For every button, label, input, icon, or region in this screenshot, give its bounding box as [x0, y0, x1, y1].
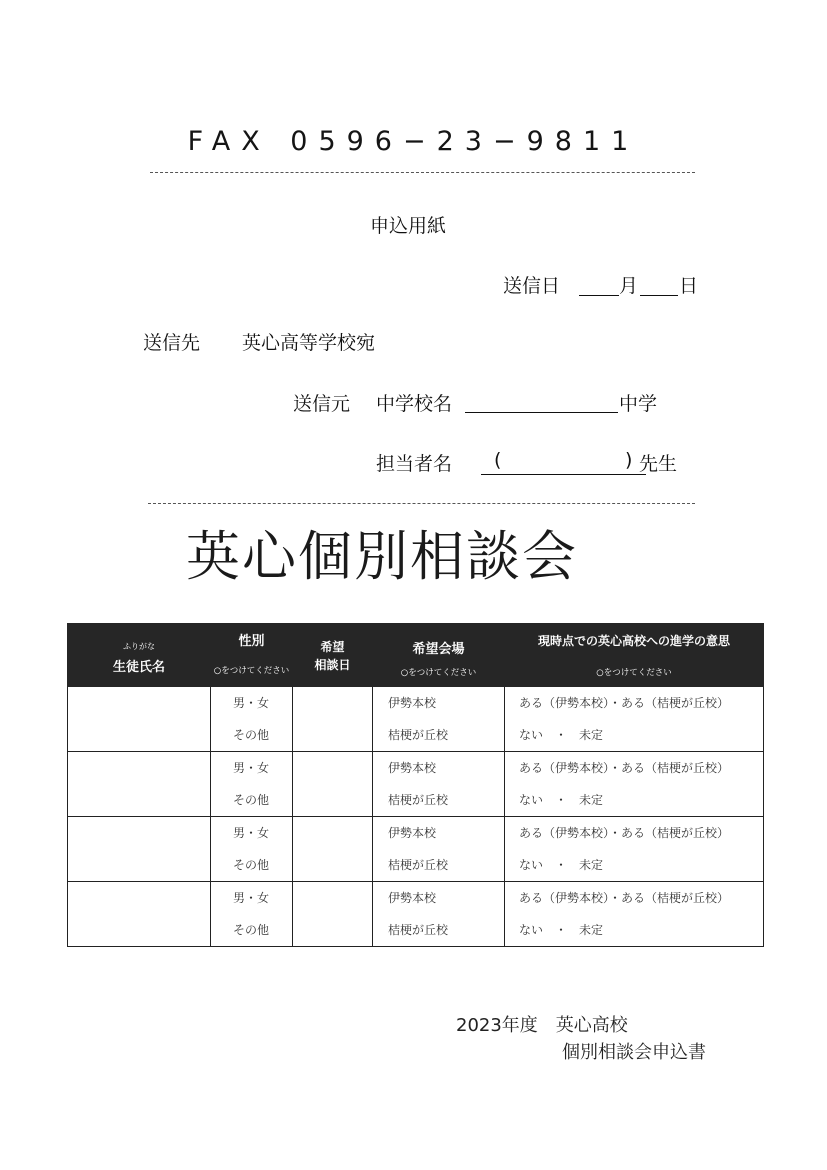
date-cell[interactable] — [293, 752, 373, 817]
venue-option-ise[interactable]: 伊勢本校 — [388, 891, 437, 905]
gender-cell[interactable] — [211, 687, 293, 752]
venue-cell[interactable] — [373, 687, 505, 752]
intent-option-yes[interactable]: ある（伊勢本校）・ある（桔梗が丘校） — [519, 826, 730, 840]
school-name-label: 中学校名 — [376, 393, 453, 415]
gender-option-other[interactable]: その他 — [233, 793, 270, 807]
table-row — [68, 817, 764, 882]
intent-option-no-undecided[interactable]: ない ・ 未定 — [519, 793, 604, 807]
table-row — [68, 882, 764, 947]
footer-year-school: 2023年度 英心高校 — [456, 1015, 628, 1036]
intent-cell[interactable] — [505, 752, 764, 817]
venue-option-ise[interactable]: 伊勢本校 — [388, 826, 437, 840]
recipient-label: 送信先 — [143, 332, 201, 354]
gender-cell[interactable] — [211, 752, 293, 817]
gender-option-male-female[interactable]: 男・女 — [233, 891, 270, 905]
intent-option-yes[interactable]: ある（伊勢本校）・ある（桔梗が丘校） — [519, 696, 730, 710]
school-name-field[interactable] — [465, 394, 618, 413]
date-cell[interactable] — [293, 687, 373, 752]
header-intent-note: ○をつけてください — [596, 668, 672, 678]
gender-option-male-female[interactable]: 男・女 — [233, 826, 270, 840]
intent-option-yes[interactable]: ある（伊勢本校）・ある（桔梗が丘校） — [519, 891, 730, 905]
school-suffix: 中学 — [619, 393, 658, 415]
intent-option-no-undecided[interactable]: ない ・ 未定 — [519, 858, 604, 872]
dashed-divider-top — [150, 172, 695, 173]
intent-cell[interactable] — [505, 882, 764, 947]
day-label: 日 — [679, 275, 699, 297]
venue-option-kikyogaoka[interactable]: 桔梗が丘校 — [388, 728, 449, 742]
student-name-cell[interactable] — [68, 882, 211, 947]
venue-cell[interactable] — [373, 752, 505, 817]
intent-cell[interactable] — [505, 687, 764, 752]
header-intent — [505, 624, 764, 687]
recipient-value: 英心高等学校宛 — [242, 332, 376, 354]
dashed-divider-bottom — [148, 503, 695, 504]
gender-option-male-female[interactable]: 男・女 — [233, 761, 270, 775]
header-furigana: ふりがな — [123, 642, 155, 651]
header-intent-label: 現時点での英心高校への進学の意思 — [537, 634, 730, 648]
paren-close: ) — [625, 449, 633, 471]
paren-open: ( — [494, 449, 502, 471]
venue-option-ise[interactable]: 伊勢本校 — [388, 696, 437, 710]
intent-option-yes[interactable]: ある（伊勢本校）・ある（桔梗が丘校） — [519, 761, 730, 775]
header-venue-note: ○をつけてください — [400, 668, 477, 678]
table-header-row — [68, 624, 764, 687]
send-day-field[interactable] — [640, 277, 678, 296]
header-venue — [373, 624, 505, 687]
gender-option-other[interactable]: その他 — [233, 858, 270, 872]
date-cell[interactable] — [293, 882, 373, 947]
gender-cell[interactable] — [211, 882, 293, 947]
venue-cell[interactable] — [373, 882, 505, 947]
event-title: 英心個別相談会 — [186, 525, 578, 588]
contact-name-field[interactable] — [481, 456, 646, 475]
sender-label: 送信元 — [293, 393, 351, 415]
contact-suffix: 先生 — [639, 453, 678, 475]
application-table — [67, 623, 764, 947]
header-gender — [211, 624, 293, 687]
header-date — [293, 624, 373, 687]
venue-cell[interactable] — [373, 817, 505, 882]
send-month-field[interactable] — [579, 277, 619, 296]
fax-number: FAX 0596−23−9811 — [187, 126, 640, 157]
venue-option-ise[interactable]: 伊勢本校 — [388, 761, 437, 775]
venue-option-kikyogaoka[interactable]: 桔梗が丘校 — [388, 923, 449, 937]
student-name-cell[interactable] — [68, 752, 211, 817]
gender-option-other[interactable]: その他 — [233, 728, 270, 742]
intent-option-no-undecided[interactable]: ない ・ 未定 — [519, 728, 604, 742]
intent-cell[interactable] — [505, 817, 764, 882]
gender-option-other[interactable]: その他 — [233, 923, 270, 937]
venue-option-kikyogaoka[interactable]: 桔梗が丘校 — [388, 793, 449, 807]
gender-cell[interactable] — [211, 817, 293, 882]
header-date-line1: 希望 — [320, 640, 345, 654]
venue-option-kikyogaoka[interactable]: 桔梗が丘校 — [388, 858, 449, 872]
student-name-cell[interactable] — [68, 687, 211, 752]
table-row — [68, 687, 764, 752]
contact-label: 担当者名 — [376, 453, 453, 475]
date-cell[interactable] — [293, 817, 373, 882]
student-name-cell[interactable] — [68, 817, 211, 882]
header-gender-label: 性別 — [238, 634, 265, 649]
footer-document-name: 個別相談会申込書 — [562, 1042, 706, 1063]
intent-option-no-undecided[interactable]: ない ・ 未定 — [519, 923, 604, 937]
header-gender-note: ○をつけてください — [213, 666, 290, 676]
form-title: 申込用紙 — [370, 215, 447, 237]
send-date-label: 送信日 — [503, 275, 561, 297]
header-student-name — [68, 624, 211, 687]
gender-option-male-female[interactable]: 男・女 — [233, 696, 270, 710]
header-name: 生徒氏名 — [112, 660, 165, 675]
header-venue-label: 希望会場 — [412, 642, 465, 657]
header-date-line2: 相談日 — [314, 658, 351, 672]
month-label: 月 — [619, 275, 639, 297]
table-row — [68, 752, 764, 817]
